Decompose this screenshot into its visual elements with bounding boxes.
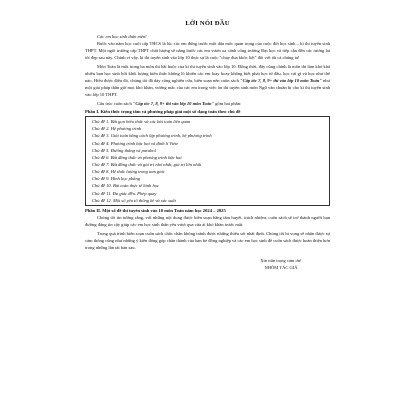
paragraph-5: Trong quá trình biên soạn cuốn sách chắc chắn không tránh được những thiếu sót nhất định. Chúng tôi hi vọng sẽ nhận được sự cảm thông cũng như những ý kiến đóng góp chân thành của bạn bè đồng nghiệp và các em học sinh để cuốn sách được hoàn thiện hơn trong những lần tái bản sau. bbox=[85, 230, 330, 250]
chapter-item: Chủ đề 3. Giải toán bằng cách lập phương trình, hệ phương trình bbox=[92, 133, 212, 139]
part-1-heading: Phần I. Kiến thức trọng tâm và phương pháp giải một số dạng toán theo chủ đề bbox=[85, 108, 241, 114]
paragraph-2-tail: như một giải pháp thần giờ mọi khó khăn, vướng mắc của các em trong việc ôn thi tuyển sinh môn Ngữ văn chuẩn bị cho kì thi tuyển sinh vào lớp 10 THPT. bbox=[85, 78, 330, 98]
paragraph-2-text: Môn Toán là một trong ba môn thi bắt buộc của kì thi tuyển sinh vào lớp 10. Đồng thời, đây cũng chính là môn thi làm khó khá nhiều bạn học sinh bởi khối lượng kiến thức không lồ khiến các em loay hoay không biết phải học từ đâu, học cái gì và học như thế nào. Hiểu được điều đó, chúng tôi đã dày công nghiên cứu, biên soạn nên cuốn sách bbox=[85, 63, 330, 84]
greeting: Các em học sinh thân mến! bbox=[97, 34, 147, 39]
chapter-item: Chủ đề 12. Một số yếu tố thống kê và xác suất bbox=[92, 197, 176, 203]
page-title: LỜI NÓI ĐẦU bbox=[185, 20, 230, 27]
author-group: NHÓM TÁC GIẢ bbox=[264, 264, 298, 270]
paragraph-2 bbox=[85, 63, 330, 98]
chapter-item: Chủ đề 4. Phương trình bậc hai và định lí Viète bbox=[92, 140, 179, 146]
chapter-item: Chủ đề 6. Bất đẳng thức và phương trình bậc hai bbox=[92, 154, 182, 160]
book-name: "Cấp tốc 7, 8, 9+ thi vào lớp 10 môn Toán" bbox=[240, 78, 322, 84]
chapter-item: Chủ đề 11. Đa giác đều. Phép quay bbox=[92, 190, 157, 196]
chapter-item: Chủ đề 5. Đường thẳng và parabol bbox=[92, 147, 156, 153]
chapter-item: Chủ đề 7. Bất đẳng thức và giá trị nhỏ nhất, giá trị lớn nhất bbox=[92, 161, 202, 167]
paragraph-3 bbox=[85, 100, 330, 107]
chapter-list bbox=[85, 116, 330, 206]
thanks-line: Xin trân trọng cảm ơn! bbox=[260, 257, 302, 263]
book-name: "Cấp tốc 7, 8, 9+ thi vào lớp 10 môn Toán" bbox=[132, 100, 215, 106]
chapter-item: Chủ đề 9. Hình học phẳng bbox=[92, 176, 140, 182]
paragraph-3-tail: gồm hai phần: bbox=[214, 100, 242, 106]
paragraph-3-text: Cấu trúc cuốn sách bbox=[97, 100, 133, 106]
chapter-item: Chủ đề 1. Bất gọn biểu thức và các bài toán liên quan bbox=[92, 119, 191, 125]
document-body bbox=[85, 20, 330, 271]
part-2-heading: Phần II. Một số đề thi tuyển sinh vào 10 môn Toán năm học 2024 – 2025 bbox=[85, 207, 226, 213]
paragraph-4: Chúng tôi tin tưởng rằng, với những nội dung được biên soạn bằng tâm huyết, trách nhiệm, cuốn sách sẽ trở thành người bạn đường đáng tin cậy giúp các em học sinh thân yêu vượt qua cửa ải khó khăn trước mắt. bbox=[85, 215, 330, 228]
chapter-item: Chủ đề 8. Hệ thức lượng trong tam giác bbox=[92, 169, 165, 175]
paragraph-1: Bước vào năm học cuối cấp THCS là lúc các em đứng trước một dấu mốc quan trọng của cuộc đời học sinh – kì thi tuyển sinh THPT. Một ngôi trường cấp THPT chất lượng sẽ nâng bước các em vươn xa cánh cổng trường Đại học và tiếp cận đến các tương lai tốt đẹp sau này. Chính vì vậy, kì thi tuyển sinh vào lớp 10 thực sự là cuộc "chạy đua khốc liệt" đối với tất cả chúng ta! bbox=[85, 41, 330, 61]
chapter-item: Chủ đề 2. Hệ phương trình bbox=[92, 126, 142, 132]
signature-block bbox=[85, 257, 316, 271]
chapter-item: Chủ đề 10. Bài toán thực tế hình học bbox=[92, 183, 160, 189]
